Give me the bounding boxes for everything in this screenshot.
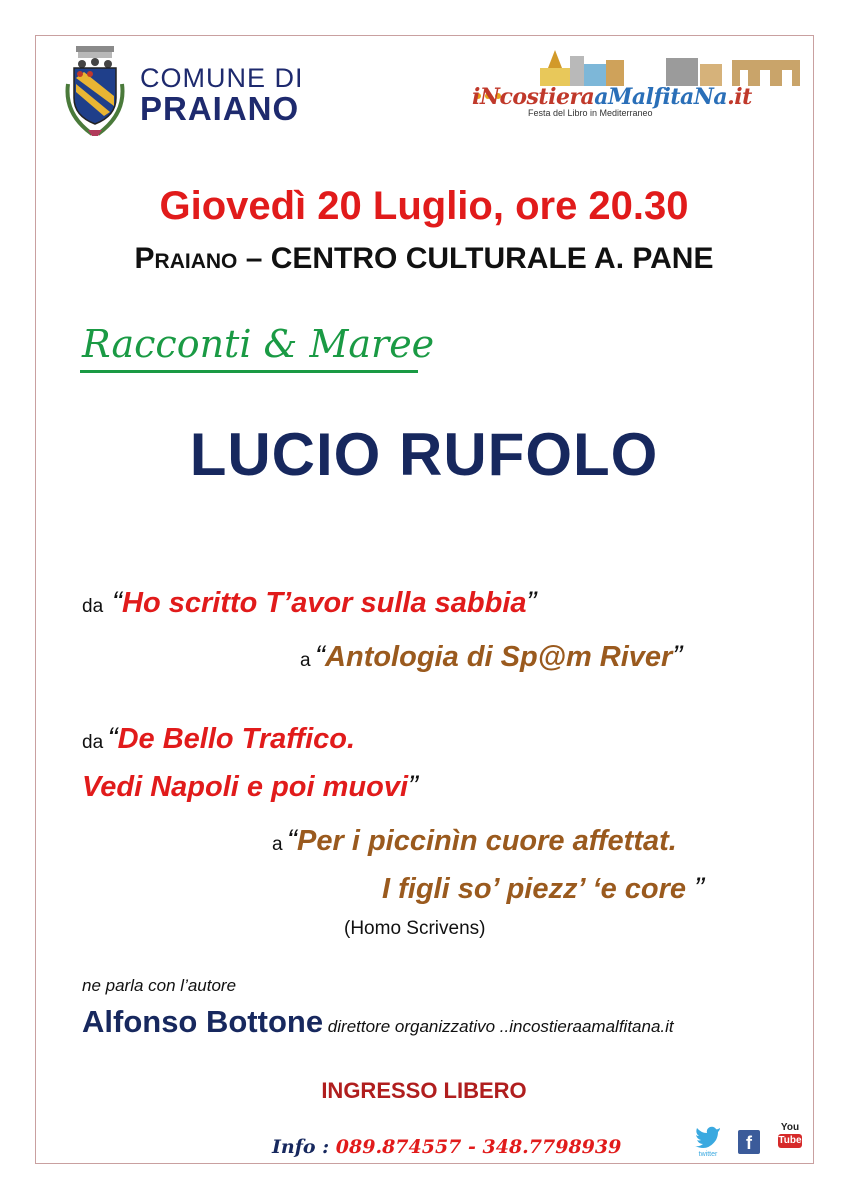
- comune-label: COMUNE DI: [140, 63, 304, 93]
- book-3-line1: da “De Bello Traffico.: [82, 722, 356, 755]
- guest-name: Alfonso Bottone: [82, 1004, 324, 1039]
- guest-intro: ne parla con l’autore: [82, 976, 237, 995]
- youtube-icon[interactable]: You Tube: [778, 1122, 802, 1146]
- book-4-publisher: (Homo Scrivens): [344, 918, 486, 939]
- book-1: da “Ho scritto T’avor sulla sabbia”: [82, 586, 537, 619]
- info-phone-numbers: 089.874557 - 348.7798939: [335, 1136, 622, 1158]
- book-4-line2: I figli so’ piezz’ ‘e core ”: [382, 872, 705, 905]
- series-underline: [80, 370, 418, 373]
- comune-crest-icon: [62, 44, 128, 140]
- info-line: Info : 089.874557 - 348.7798939: [272, 1136, 622, 1158]
- event-venue: Praiano – CENTRO CULTURALE A. PANE: [134, 242, 714, 275]
- book-4-line1: a “Per i piccinìn cuore affettat.: [272, 824, 677, 857]
- facebook-icon[interactable]: f: [738, 1130, 760, 1154]
- event-date: Giovedì 20 Luglio, ore 20.30: [159, 184, 689, 228]
- guest-line: [82, 1004, 674, 1040]
- author-name: LUCIO RUFOLO: [189, 421, 659, 488]
- twitter-icon[interactable]: twitter: [694, 1124, 722, 1160]
- brand-wordmark: iNcostieraaMalfitaNa.it: [472, 84, 752, 110]
- guest-role: direttore organizzativo ..incostieraamalfitana.it: [323, 1017, 674, 1036]
- book-2: a “Antologia di Sp@m River”: [300, 640, 683, 673]
- comune-name: PRAIANO: [140, 90, 300, 127]
- free-entry: INGRESSO LIBERO: [321, 1078, 527, 1103]
- brand-tagline: Festa del Libro in Mediterraneo: [528, 108, 653, 118]
- series-title: Racconti & Maree: [82, 322, 435, 366]
- book-3-line2: Vedi Napoli e poi muovi”: [82, 770, 419, 803]
